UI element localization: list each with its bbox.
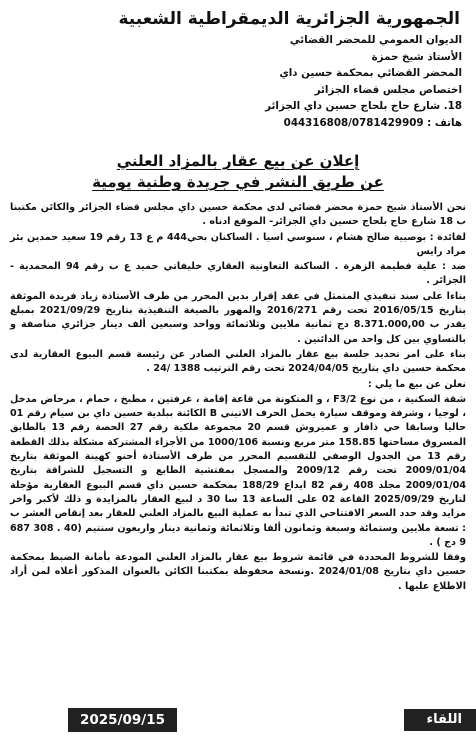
footer-bar: [68, 709, 476, 731]
bailiff-court: المحضر القضائي بمحكمة حسين داي: [279, 67, 462, 79]
jurisdiction: اختصاص مجلس قضاء الجزائر: [314, 83, 462, 96]
body-paragraph-against: ضد : علية فطيمة الزهرة . الساكنة التعاونية العقاري خليفاتي حميد ع ب رقم 94 المحمدية - الجزائر .: [10, 261, 467, 287]
office-phone: هاتف : 044316808/0781429909: [283, 116, 462, 129]
body-paragraph-announce: نعلن عن بيع ما يلي :: [367, 378, 466, 390]
office-name: الديوان العمومي للمحضر القضائي: [289, 34, 462, 46]
notice-headline-1: إعلان عن بيع عقار بالمزاد العلني: [116, 152, 360, 170]
publication-date: 2025/09/15: [68, 708, 177, 732]
footer-divider: [177, 709, 404, 731]
body-paragraph-conditions: وفقا للشروط المحددة في قائمة شروط بيع عقار بالمزاد العلني المودعة بأمانة الضبط بمحكمة حسين داي بتاريخ 2024/01/08 .ونسخة محفوظة بمكتبنا الكائن بالعنوان المذكور أعلاه لمن أراد الاطلاع عليها .: [10, 552, 466, 592]
body-paragraph-beneficiary: لفائدة : بوصبية صالح هشام ، سنوسي اسيا . الساكنان بحي444 م ع 13 رقم 19 سعيد حمدين بئر مراد رايس: [10, 231, 466, 257]
body-paragraph-title-deed: بناءا على سند تنفيذي المتمثل في عقد إقرار بدين المحرر من طرف الأستاذة زياد فريدة الموثقة بتاريخ 2016/05/15 تحت رقم 2016/271 والمهور بالصيغة التنفيذية بتاريخ 2021/09/29 بمبلغ يقدر ب 8.371.000,00 دج ثمانية ملايين وثلاثمائة وواحد وسبعين ألف دينار جزائري مناصفة و بالتساوي بين كل واحد من الدائنين .: [10, 290, 466, 345]
body-paragraph-order: بناء على امر تحديد جلسة بيع عقار بالمزاد العلني الصادر عن رئيسة قسم البيوع العقارية لدى محكمة حسين داي بتاريخ 2024/04/05 تحت رقم الترتيب 1388 /24 .: [10, 348, 466, 375]
body-paragraph-intro: نحن الأستاذ شيخ حمزة محضر قضائي لدى محكمة حسين داي مجلس قضاء الجزائر والكائن مكتبنا ب 18 شارع حاج بلحاج حسين داي الجزائر- الموقع ادناه .: [10, 202, 466, 228]
body-paragraph-property: شقة السكنية ، من نوع F3/2 ، و المتكونة من قاعة إقامة ، غرفتين ، مطبخ ، حمام ، مرحاض مدخل ، لوجيا ، وشرفة وموقف سيارة يحمل الحرف الاتيني B الكائنة ببلدية حسين داي بن سيام رقم 01 حاليا وسابقا حي ذافار و عميروش قسم 20 مجموعة ملكية رقم 27 الحصة رقم 13 بالطابق المسروق مساحتها 158.85 متر مربع ونسبة 1000/106 من الأجزاء المشتركة مشكلة بذلك القطعة رقم 13 من الجدول الوصفي للتقسيم المحرر من طرف الأستاذة أحنو كهينة الموثقة بتاريخ 2009/01/04 تحت رقم 2009/12 والمسجل بمفتشية الطابع و التسجيل للشراقة بتاريخ 2009/01/04 مجلد 408 رقم 82 ايداع 188/29 بمحكمة حسين داي قسم البيوع العقارية مؤجلة لتاريخ 2025/09/29 القاعة 02 على الساعة 13 سا 30 د لبيع العقار بالمزايدة و ذلك لأكبر واخر مزايد وقد حدد السعر الافتتاحي الذي تبدأ به عملية البيع بالمزاد العلني للعقار بعد إنقاص العشر ب : تسعة ملايين وستمائة وسبعة وثمانون ألفا وثلاثمائة وثمانية دينار واربعون سنتيم (40 . 308 687 9 دج ) .: [10, 393, 467, 548]
notice-body: [10, 201, 466, 594]
office-address: 18. شارع حاج بلحاج حسين داي الجزائر: [265, 100, 462, 112]
office-info-block: [10, 32, 466, 131]
notice-headline-2: عن طريق النشر في جريدة وطنية يومية: [92, 173, 384, 191]
header-title: الجمهورية الجزائرية الديمقراطية الشعبية: [118, 9, 460, 29]
bailiff-name: الأستاذ شيخ حمزة: [371, 50, 462, 63]
newspaper-name: اللقاء: [404, 709, 476, 731]
